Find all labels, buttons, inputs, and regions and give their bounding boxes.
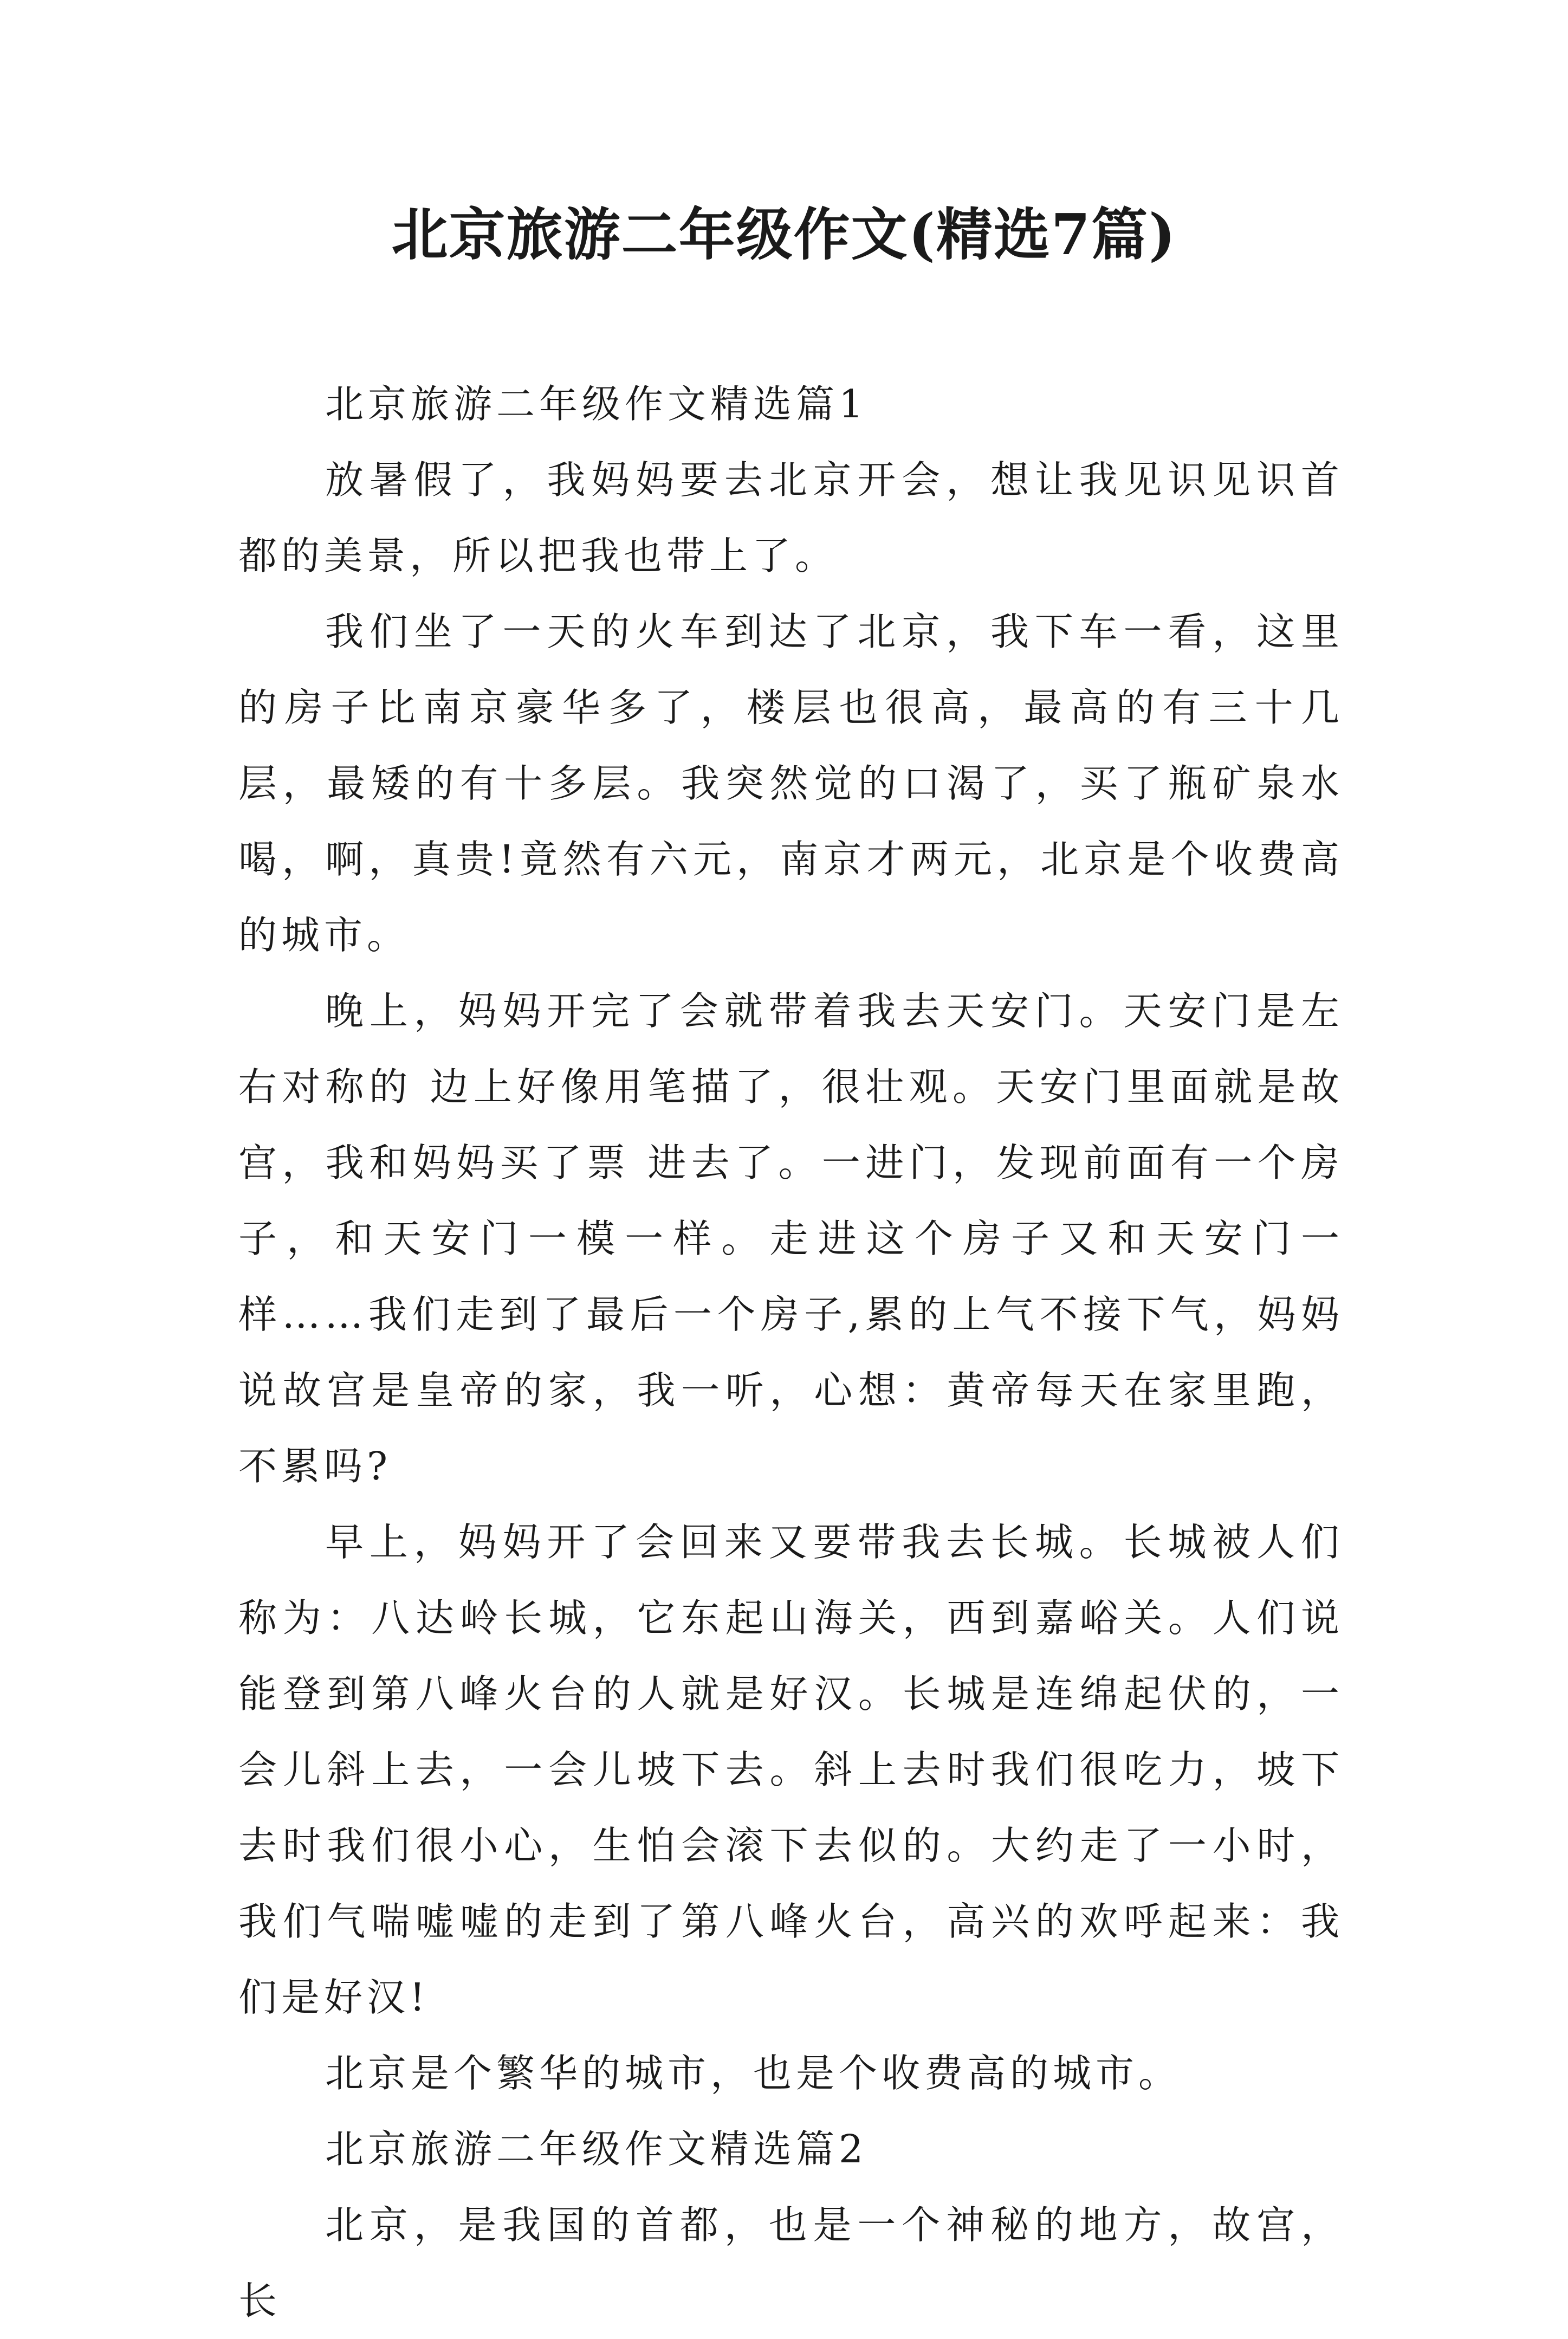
document-title: 北京旅游二年级作文(精选7篇) — [391, 201, 1177, 268]
paragraph: 晚上，妈妈开完了会就带着我去天安门。天安门是左右对称的 边上好像用笔描了，很壮观。天安门里面就是故宫，我和妈妈买了票 进去了。一进门，发现前面有一个房子，和天安门一模一样。走进这个房子又和天安门一样……我们走到了最后一个房子,累的上气不接下气，妈妈说故宫是皇帝的家，我一听，心想：黄帝每天在家里跑，不累吗? — [238, 988, 1344, 1489]
paragraph: 放暑假了，我妈妈要去北京开会，想让我见识见识首都的美景，所以把我也带上了。 — [238, 457, 1344, 578]
paragraph: 我们坐了一天的火车到达了北京，我下车一看，这里的房子比南京豪华多了，楼层也很高，最高的有三十几层，最矮的有十多层。我突然觉的口渴了，买了瓶矿泉水喝，啊，真贵!竟然有六元，南京才两元，北京是个收费高的城市。 — [238, 609, 1344, 958]
paragraph: 北京是个繁华的城市，也是个收费高的城市。 — [325, 2051, 1182, 2096]
paragraph: 北京，是我国的首都，也是一个神秘的地方，故宫，长 — [238, 2202, 1344, 2323]
paragraph: 早上，妈妈开了会回来又要带我去长城。长城被人们称为：八达岭长城，它东起山海关，西到嘉峪关。人们说能登到第八峰火台的人就是好汉。长城是连绵起伏的，一会儿斜上去，一会儿坡下去。斜上去时我们很吃力，坡下去时我们很小心，生怕会滚下去似的。大约走了一小时，我们气喘嘘嘘的走到了第八峰火台，高兴的欢呼起来：我们是好汉! — [238, 1520, 1344, 2020]
section-heading-2: 北京旅游二年级作文精选篇2 — [325, 2127, 868, 2172]
section-heading-1: 北京旅游二年级作文精选篇1 — [325, 382, 868, 427]
document-body — [238, 366, 1344, 2339]
